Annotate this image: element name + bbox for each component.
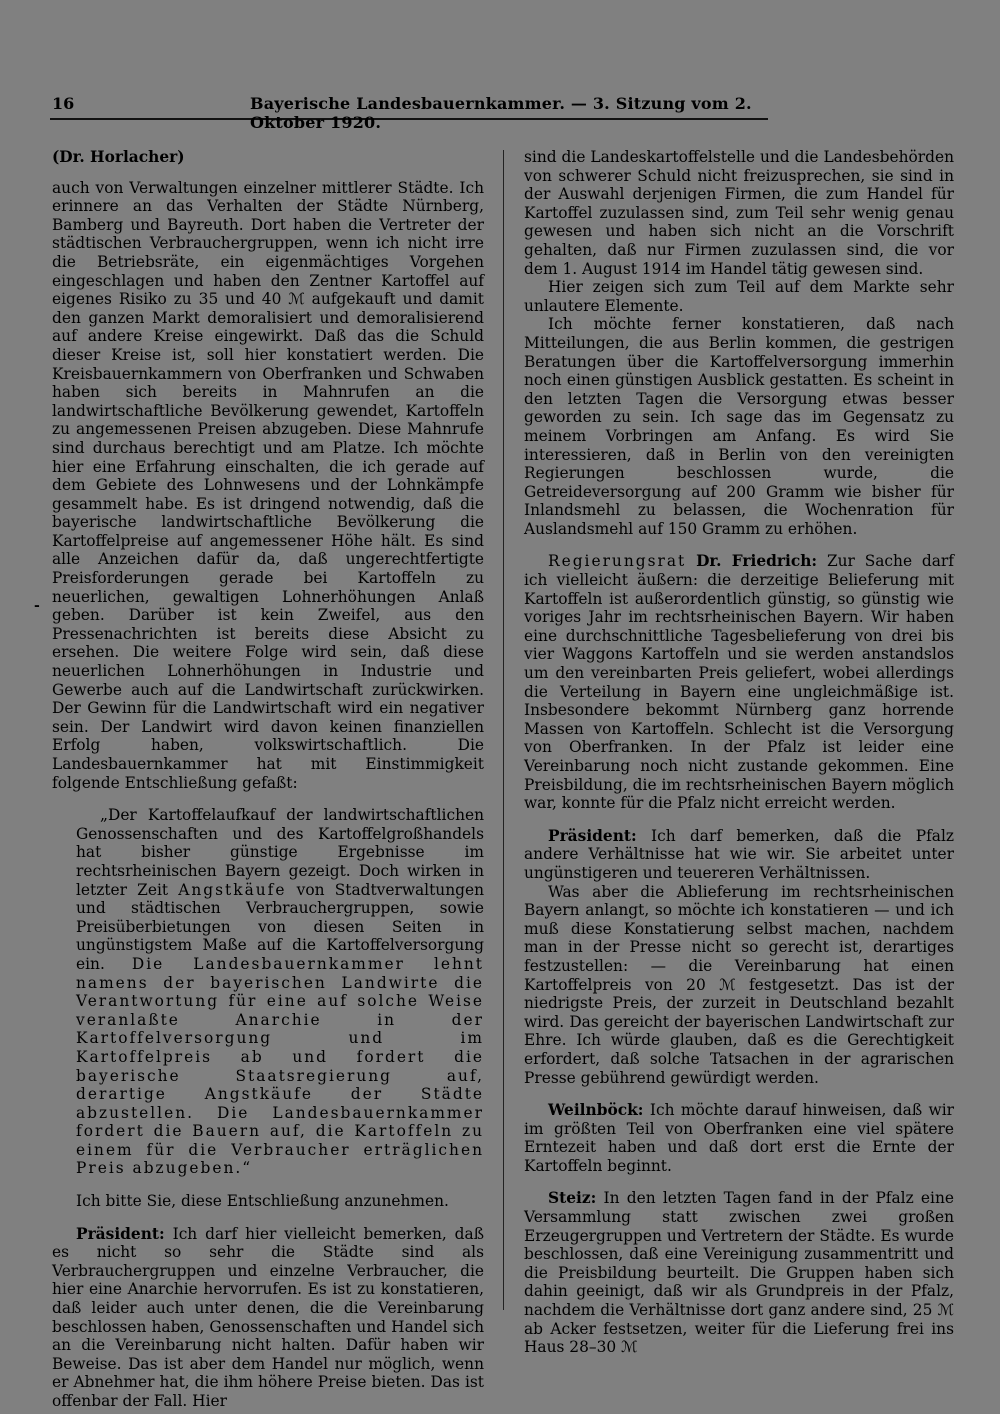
speech-text: Ich möchte darauf hinweisen, daß wir im größten Teil von Oberfranken eine viel spätere Erntezeit haben und daß dort erst die Ernte der Kartoffeln beginnt. bbox=[524, 1101, 954, 1175]
paragraph bbox=[524, 827, 954, 883]
speaker-title: Regierungsrat bbox=[548, 552, 687, 571]
paragraph: auch von Verwaltungen einzelner mittlerer Städte. Ich erinnere an das Verhalten der Städte Nürnberg, Bamberg und Bayreuth. Dort haben die Vertreter der städtischen Verbrauchergruppen, wenn ich nicht irre die Betriebsräte, ein eigenmächtiges Vorgehen eingeschlagen und haben den Zentner Kartoffel auf eigenes Risiko zu 35 und 40 ℳ aufgekauft und damit den ganzen Markt demoralisiert und demoralisierend auf andere Kreise eingewirkt. Daß das die Schuld dieser Kreise ist, soll hier konstatiert werden. Die Kreisbauernkammern von Oberfranken und Schwaben haben sich bereits in Mahnrufen an die landwirtschaftliche Bevölkerung gewendet, Kartoffeln zu angemessenen Preisen abzugeben. Diese Mahnrufe sind durchaus berechtigt und am Platze. Ich möchte hier eine Erfahrung einschalten, die ich gerade auf dem Gebiete des Lohnwesens und der Lohnkämpfe gesammelt habe. Es ist dringend notwendig, daß die bayerische landwirtschaftliche Bevölkerung die Kartoffelpreise auf angemessener Höhe hält. Es sind alle Anzeichen dafür da, daß ungerechtfertigte Preisforderungen gerade bei Kartoffeln zu neuerlichen, gewaltigen Lohnerhöhungen Anlaß geben. Darüber ist kein Zweifel, aus den Pressenachrichten ist bereits diese Absicht zu ersehen. Die weitere Folge wird sein, daß diese neuerlichen Lohnerhöhungen in Industrie und Gewerbe auch auf die Landwirtschaft zurückwirken. Der Gewinn für die Landwirtschaft wird ein negativer sein. Der Landwirt wird davon keinen finanziellen Erfolg haben, volkswirtschaftlich. Die Landesbauernkammer hat mit Einstimmigkeit folgende Entschließung gefaßt: bbox=[52, 178, 484, 792]
paragraph: Hier zeigen sich zum Teil auf dem Markte sehr unlautere Elemente. bbox=[524, 278, 954, 315]
speaker-name: Präsident: bbox=[76, 1224, 165, 1243]
paragraph bbox=[524, 1101, 954, 1175]
resolution-quote bbox=[76, 806, 484, 1178]
paragraph: Ich bitte Sie, diese Entschließung anzunehmen. bbox=[76, 1192, 449, 1211]
paragraph: Ich möchte ferner konstatieren, daß nach Mitteilungen, die aus Berlin kommen, die gestrigen Beratungen über die Kartoffelversorgung immerhin noch einen günstigen Ausblick gestatten. Es scheint in den letzten Tagen die Versorgung etwas besser geworden zu sein. Ich sage das im Gegensatz zu meinem Vorbringen am Anfang. Es wird Sie interessieren, daß in Berlin von den vereinigten Regierungen beschlossen wurde, die Getreideversorgung auf 200 Gramm wie bisher für Inlandsmehl zu belassen, die Wochenration für Auslandsmehl auf 150 Gramm zu erhöhen. bbox=[524, 315, 954, 538]
paragraph bbox=[524, 552, 954, 812]
speech-text: Ich darf bemerken, daß die Pfalz andere Verhältnisse hat wie wir. Sie arbeitet unter ungünstigeren und teuereren Verhältnissen. bbox=[524, 826, 954, 882]
speech-text: Zur Sache darf ich vielleicht äußern: die derzeitige Belieferung mit Kartoffeln ist außerordentlich günstig, so günstig wie voriges Jahr im rechtsrheinischen Bayern. Wir haben eine durchschnittliche Tagesbelieferung von drei bis vier Waggons Kartoffeln und sie werden anstandslos um den vereinbarten Preis geliefert, wobei allerdings die Verteilung in Bayern eine ungleichmäßige ist. Insbesondere bekommt Nürnberg ganz horrende Massen von Kartoffeln. Schlecht ist die Versorgung von Oberfranken. In der Pfalz ist leider eine Vereinbarung noch nicht zustande gekommen. Eine Preisbildung, die im rechtsrheinischen Bayern möglich war, konnte für die Pfalz nicht erreicht werden. bbox=[524, 552, 954, 813]
speech-text: Ich darf hier vielleicht bemerken, daß es nicht so sehr die Städte sind als Verbrauchergruppen und einzelne Verbraucher, die hier eine Anarchie hervorrufen. Es ist zu konstatieren, daß leider auch unter denen, die die Vereinbarung beschlossen haben, Genossenschaften und Handel sich an die Vereinbarung nicht halten. Dafür haben wir Beweise. Das ist aber dem Handel nur möglich, wenn er Abnehmer hat, die ihm höhere Preise bieten. Das ist offenbar der Fall. Hier bbox=[52, 1224, 484, 1410]
quote-emphasis: Die Landesbauernkammer lehnt namens der bayerischen Landwirte die Verantwortung für eine auf solche Weise veranlaßte Anarchie in der Kartoffelversorgung und im Kartoffelpreis ab und fordert die bayerische Staatsregierung auf, derartige Angstkäufe der Städte abzustellen. Die Landesbauernkammer fordert die Bauern auf, die Kartoffeln zu einem für die Verbraucher erträglichen Preis abzugeben.“ bbox=[76, 954, 484, 1178]
quote-text bbox=[76, 806, 484, 1178]
speaker-heading: (Dr. Horlacher) bbox=[52, 148, 185, 166]
left-column bbox=[52, 148, 484, 1411]
right-column bbox=[524, 148, 954, 1357]
paragraph bbox=[52, 1225, 484, 1411]
quote-part: von Stadtverwaltungen und städtischen Verbrauchergruppen, sowie Preisüberbietungen von diesen Seiten in ungünstigstem Maße auf die Kartoffelversorgung ein. bbox=[76, 880, 484, 973]
speaker-name: Weilnböck: bbox=[548, 1101, 644, 1120]
speech-text: In den letzten Tagen fand in der Pfalz eine Versammlung statt zwischen zwei großen Erzeugergruppen und Vertretern der Städte. Es wurde beschlossen, daß eine Vereinigung zusammentritt und die Preisbildung beurteilt. Die Gruppen haben sich dahin geeinigt, daß wir als Grundpreis in der Pfalz, nachdem die Verhältnisse dort ganz andere sind, 25 ℳ ab Acker festsetzen, weiter für die Lieferung frei ins Haus 28–30 ℳ bbox=[524, 1189, 954, 1357]
quote-emphasis: Angstkäufe bbox=[178, 880, 287, 899]
page-header bbox=[50, 94, 768, 132]
quote-part: „Der Kartoffelaufkauf der landwirtschaftlichen Genossenschaften und des Kartoffelgroßhandels hat bisher günstige Ergebnisse im rechtsrheinischen Bayern gezeigt. Doch wirken in letzter Zeit bbox=[76, 806, 484, 899]
paragraph bbox=[524, 1189, 954, 1356]
paragraph: sind die Landeskartoffelstelle und die Landesbehörden von schwerer Schuld nicht freizusprechen, sie sind in der Auswahl derjenigen Firmen, die zum Handel für Kartoffel zuzulassen sind, zum Teil sehr wenig genau gewesen und haben sich nicht an die Vorschrift gehalten, daß nur Firmen zuzulassen sind, die vor dem 1. August 1914 im Handel tätig gewesen sind. bbox=[524, 148, 954, 278]
column-divider bbox=[503, 150, 504, 1310]
speaker-name: Steiz: bbox=[548, 1189, 597, 1208]
margin-mark: - bbox=[34, 598, 40, 614]
page-number: 16 bbox=[52, 94, 75, 113]
speaker-name: Präsident: bbox=[548, 826, 637, 845]
paragraph: Was aber die Ablieferung im rechtsrheinischen Bayern anlangt, so möchte ich konstatieren — und ich muß diese Konstatierung selbst machen, nachdem man in der Presse nicht so gerecht ist, derartiges festzustellen: — die Vereinbarung hat einen Kartoffelpreis von 20 ℳ festgesetzt. Das ist der niedrigste Preis, der zurzeit in Deutschland bezahlt wird. Das gereicht der bayerischen Landwirtschaft zur Ehre. Ich würde glauben, daß es die Gerechtigkeit erfordert, daß solche Tatsachen in der agrarischen Presse gebührend gewürdigt werden. bbox=[524, 882, 954, 1087]
speaker-name: Dr. Friedrich: bbox=[696, 552, 818, 571]
running-title: Bayerische Landesbauernkammer. — 3. Sitzung vom 2. Oktober 1920. bbox=[250, 94, 752, 132]
